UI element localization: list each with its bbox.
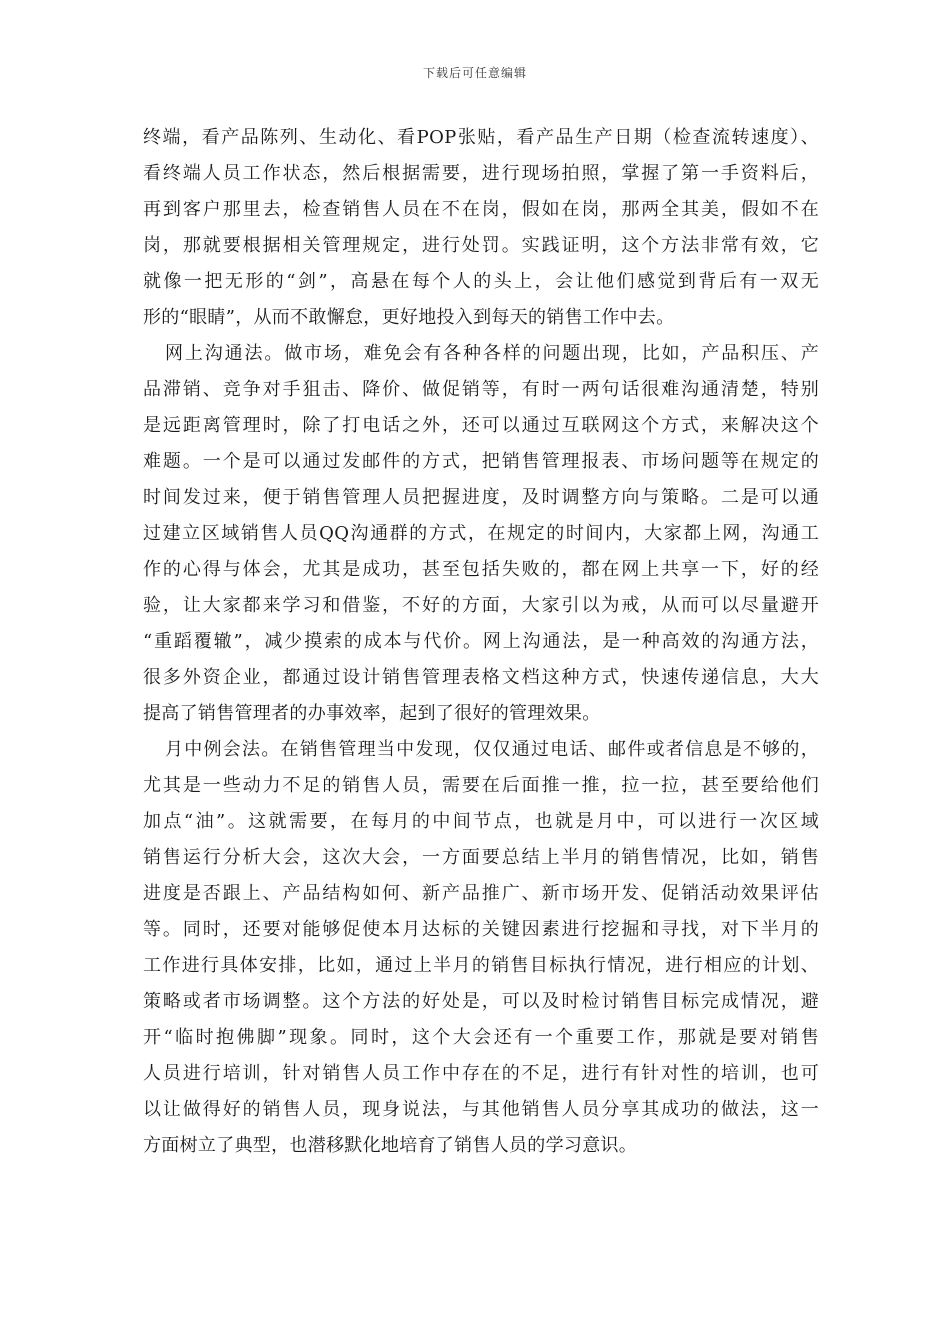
text-line: 销售运行分析大会，这次大会，一方面要总结上半月的销售情况，比如，销售 (143, 847, 819, 868)
text-line: 看终端人员工作状态，然后根据需要，进行现场拍照，掌握了第一手资料后， (143, 163, 819, 184)
text-line: 提高了销售管理者的办事效率，起到了很好的管理效果。 (143, 703, 601, 724)
text-line: 以让做得好的销售人员，现身说法，与其他销售人员分享其成功的做法，这一 (143, 1099, 819, 1120)
text-line: 过建立区域销售人员QQ沟通群的方式，在规定的时间内，大家都上网，沟通工 (143, 523, 819, 544)
text-line: 岗，那就要根据相关管理规定，进行处罚。实践证明，这个方法非常有效，它 (143, 235, 819, 256)
text-line: 时间发过来，便于销售管理人员把握进度，及时调整方向与策略。二是可以通 (143, 487, 819, 508)
text-line: 很多外资企业，都通过设计销售管理表格文档这种方式，快速传递信息，大大 (143, 667, 819, 688)
text-line: 作的心得与体会，尤其是成功，甚至包括失败的，都在网上共享一下，好的经 (143, 559, 819, 580)
page-header-note: 下载后可任意编辑 (422, 66, 527, 80)
text-line: 开“临时抱佛脚”现象。同时，这个大会还有一个重要工作，那就是要对销售 (143, 1027, 819, 1048)
text-line: 终端，看产品陈列、生动化、看POP张贴，看产品生产日期（检查流转速度）、 (143, 127, 819, 148)
text-line: 策略或者市场调整。这个方法的好处是，可以及时检讨销售目标完成情况，避 (143, 991, 819, 1012)
text-line: 尤其是一些动力不足的销售人员，需要在后面推一推，拉一拉，甚至要给他们 (143, 775, 819, 796)
text-line: 再到客户那里去，检查销售人员在不在岗，假如在岗，那两全其美，假如不在 (143, 199, 819, 220)
text-line: 验，让大家都来学习和借鉴，不好的方面，大家引以为戒，从而可以尽量避开 (143, 595, 819, 616)
text-line: 是远距离管理时，除了打电话之外，还可以通过互联网这个方式，来解决这个 (143, 415, 819, 436)
text-line: 形的“眼睛”，从而不敢懈怠，更好地投入到每天的销售工作中去。 (143, 307, 675, 328)
text-line: 进度是否跟上、产品结构如何、新产品推广、新市场开发、促销活动效果评估 (143, 883, 819, 904)
text-line: 人员进行培训，针对销售人员工作中存在的不足，进行有针对性的培训，也可 (143, 1063, 819, 1084)
text-line: 就像一把无形的“剑”，高悬在每个人的头上，会让他们感觉到背后有一双无 (143, 271, 819, 292)
text-line: 难题。一个是可以通过发邮件的方式，把销售管理报表、市场问题等在规定的 (143, 451, 819, 472)
paragraph-first-line: 网上沟通法。做市场，难免会有各种各样的问题出现，比如，产品积压、产 (165, 343, 819, 364)
text-line: 方面树立了典型，也潜移默化地培育了销售人员的学习意识。 (143, 1135, 638, 1156)
text-line: “重蹈覆辙”，减少摸索的成本与代价。网上沟通法，是一种高效的沟通方法， (143, 631, 819, 652)
document-body (143, 120, 819, 1164)
text-line: 工作进行具体安排，比如，通过上半月的销售目标执行情况，进行相应的计划、 (143, 955, 819, 976)
text-line: 加点“油”。这就需要，在每月的中间节点，也就是月中，可以进行一次区域 (143, 811, 819, 832)
text-line: 品滞销、竞争对手狙击、降价、做促销等，有时一两句话很难沟通清楚，特别 (143, 379, 819, 400)
text-line: 等。同时，还要对能够促使本月达标的关键因素进行挖掘和寻找，对下半月的 (143, 919, 819, 940)
paragraph-first-line: 月中例会法。在销售管理当中发现，仅仅通过电话、邮件或者信息是不够的， (165, 739, 819, 760)
